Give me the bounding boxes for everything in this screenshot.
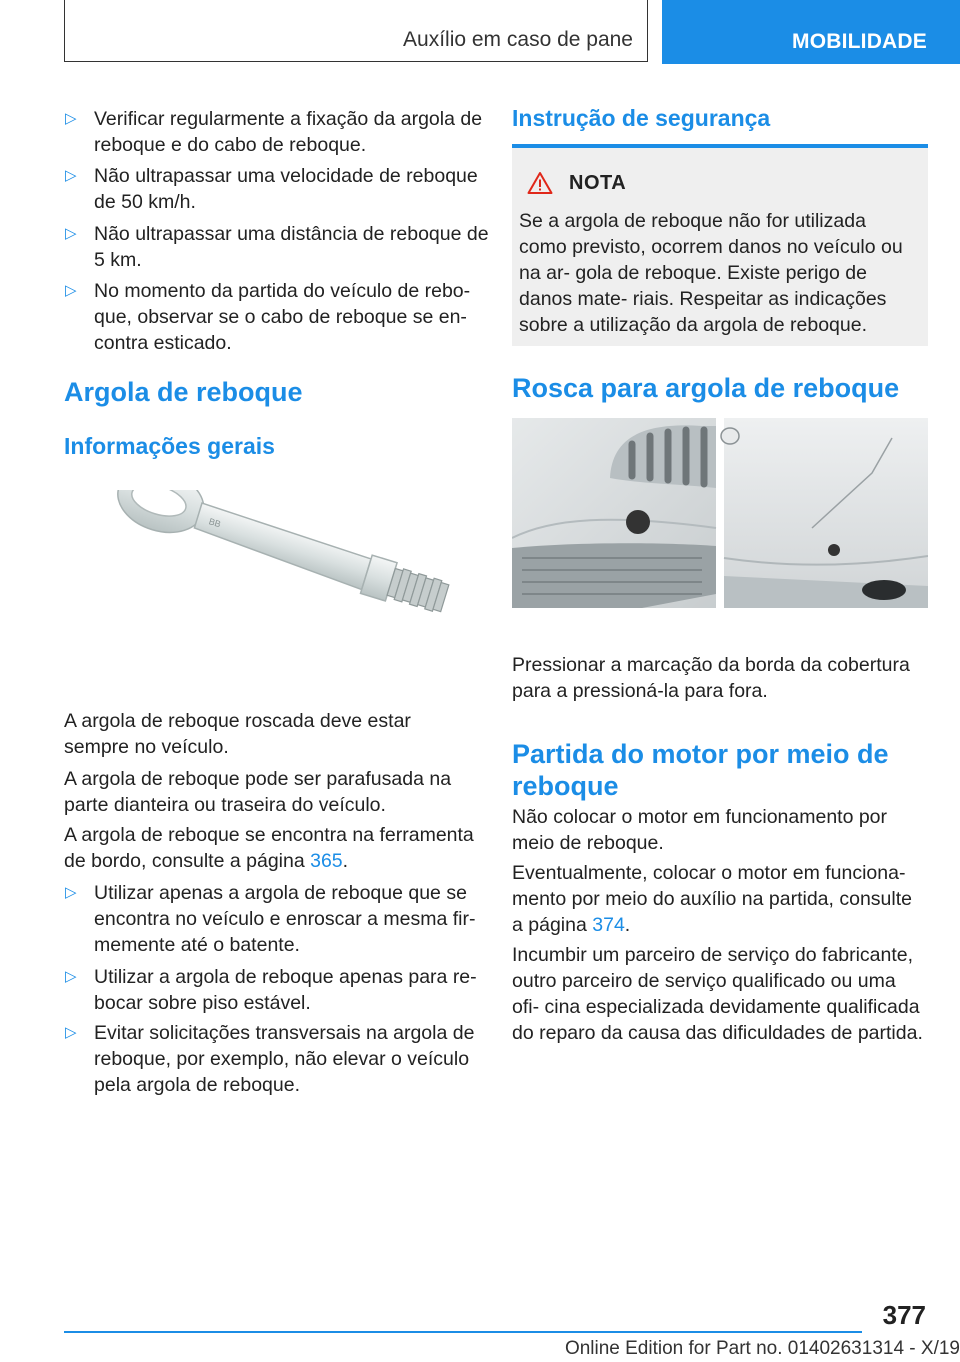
heading-instrucao-de-seguranca: Instrução de segurança <box>512 105 771 131</box>
list-item <box>64 221 504 273</box>
page-link-365[interactable]: 365 <box>310 850 343 872</box>
paragraph <box>512 860 928 938</box>
list-item <box>64 278 504 356</box>
tow-hook-illustration <box>94 490 474 650</box>
safety-note-box <box>512 148 928 346</box>
warning-triangle-icon <box>527 171 553 195</box>
list-item-text: No momento da partida do veículo de rebo‐ que, observar se o cabo de reboque se en‐ contra esticado. <box>94 280 471 354</box>
header-section-box <box>64 0 648 62</box>
heading-argola-de-reboque: Argola de reboque <box>64 377 303 407</box>
list-item-text: Utilizar a argola de reboque apenas para re‐ bocar sobre piso estável. <box>94 966 477 1014</box>
chapter-title: MOBILIDADE <box>792 30 927 53</box>
list-item <box>64 106 504 158</box>
list-item <box>64 1020 504 1098</box>
bullet-icon: ▷ <box>65 282 77 299</box>
note-text: Se a argola de reboque não for utilizada como previsto, ocorrem danos no veículo ou na ar‐ gola de reboque. Existe perigo de danos mate‐ riais. Respeitar as indicações sobre a utilização da argola de reboque. <box>519 210 903 336</box>
paragraph-text: A argola de reboque se encontra na ferramenta de bordo, consulte a página <box>64 824 474 872</box>
list-item-text: Utilizar apenas a argola de reboque que se encontra no veículo e enroscar a mesma fir‐ memente até o batente. <box>94 882 476 956</box>
heading-rosca-para-argola: Rosca para argola de reboque <box>512 373 900 403</box>
note-label: NOTA <box>569 171 627 194</box>
bullet-icon: ▷ <box>65 225 77 242</box>
page-link-374[interactable]: 374 <box>592 914 625 936</box>
paragraph <box>64 822 474 874</box>
page-number: 377 <box>882 1300 926 1330</box>
bullet-icon: ▷ <box>65 167 77 184</box>
svg-text:BB: BB <box>207 516 223 530</box>
bullet-icon: ▷ <box>65 884 77 901</box>
list-item <box>64 964 504 1016</box>
list-item <box>64 163 504 215</box>
footer-rule <box>64 1331 862 1333</box>
paragraph-text: Eventualmente, colocar o motor em funciona‐ mento por meio do auxílio na partida, consulte a página <box>512 862 912 936</box>
paragraph: Não colocar o motor em funcionamento por meio de reboque. <box>512 806 888 854</box>
subheading-informacoes-gerais: Informações gerais <box>64 433 275 459</box>
bullet-icon: ▷ <box>65 968 77 985</box>
bullet-icon: ▷ <box>65 110 77 127</box>
bumper-thread-cover-photo <box>512 418 928 636</box>
list-item <box>64 880 504 958</box>
paragraph: A argola de reboque pode ser parafusada na parte dianteira ou traseira do veículo. <box>64 768 452 816</box>
bullet-icon: ▷ <box>65 1024 77 1041</box>
note-header <box>527 168 920 198</box>
list-item-text: Verificar regularmente a fixação da argola de reboque e do cabo de reboque. <box>94 108 483 156</box>
list-item-text: Não ultrapassar uma velocidade de reboque de 50 km/h. <box>94 165 478 213</box>
paragraph-end: . <box>342 850 349 872</box>
list-item-text: Não ultrapassar uma distância de reboque de 5 km. <box>94 223 489 271</box>
heading-partida-do-motor: Partida do motor por meio de reboque <box>512 739 889 801</box>
chapter-tab <box>662 0 960 64</box>
paragraph: Incumbir um parceiro de serviço do fabricante, outro parceiro de serviço qualificado ou uma ofi‐ cina especializada devidamente qualificada do reparo da causa das dificuldades de partida. <box>512 944 923 1044</box>
thread-caption: Pressionar a marcação da borda da cobertura para a pressioná-la para fora. <box>512 654 910 702</box>
paragraph-end: . <box>624 914 631 936</box>
section-title: Auxílio em caso de pane <box>403 28 633 51</box>
footer-edition: Online Edition for Part no. 01402631314 - X/19 <box>564 1338 960 1359</box>
paragraph: A argola de reboque roscada deve estar sempre no veículo. <box>64 710 411 758</box>
list-item-text: Evitar solicitações transversais na argola de reboque, por exemplo, não elevar o veículo pela argola de reboque. <box>94 1022 475 1096</box>
